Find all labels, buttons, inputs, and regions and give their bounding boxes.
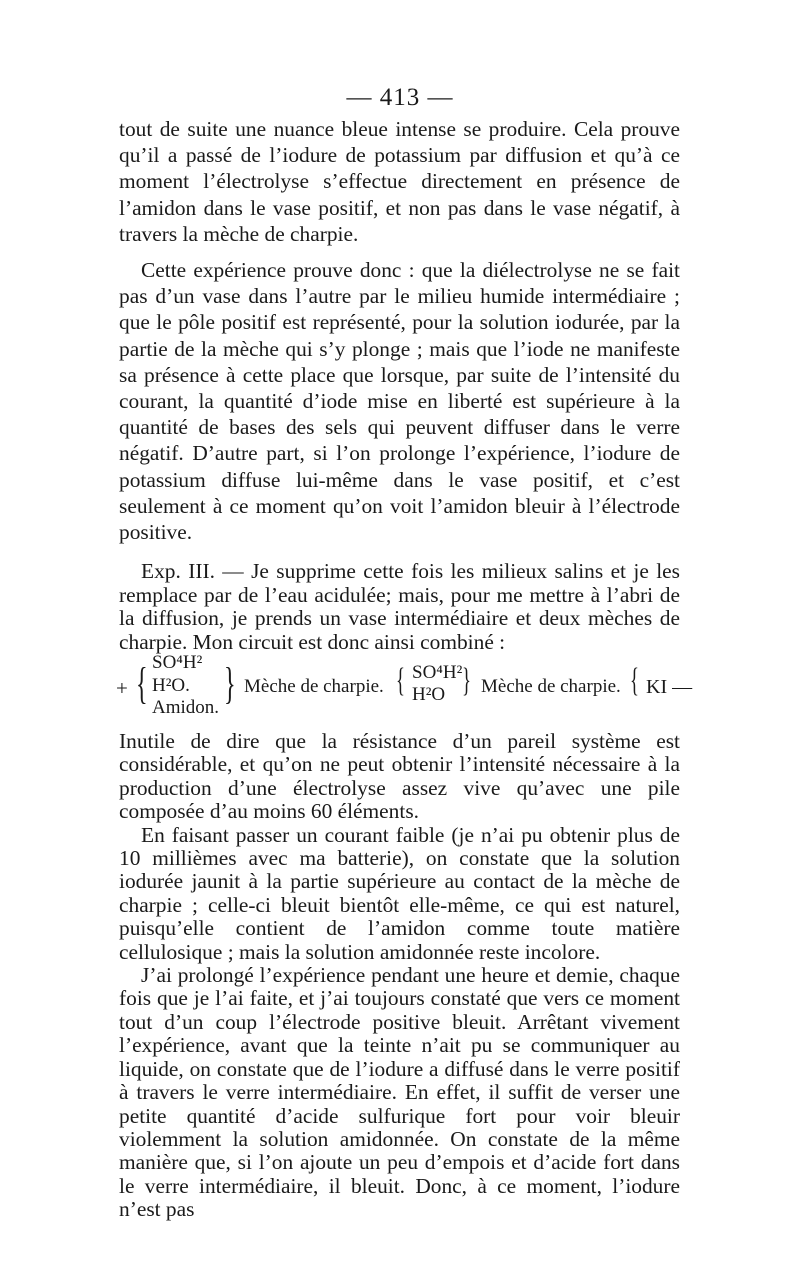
paragraph-exp-3-text: Exp. III. — Je supprime cette fois les milieux salins et je les remplace par de l’eau acidulée; mais, pour me mettre à l’abri de la diffusion, je prends un vase intermédiaire et deux mèches de charpie. Mon circuit est donc ainsi combiné :: [119, 559, 680, 654]
formula-vase2-line2: H²O: [412, 684, 446, 705]
formula-left-brace-1: {: [136, 659, 148, 708]
formula-vase1-line1: SO⁴H²: [152, 652, 203, 673]
formula-brace-3: {: [630, 662, 639, 699]
formula-plus: +: [116, 676, 128, 700]
formula-vase1-line2: H²O.: [152, 675, 190, 696]
paragraph-2: [119, 257, 680, 545]
paragraph-6-text: J’ai prolongé l’expérience pendant une heure et demie, chaque fois que je l’ai faite, et j’ai toujours constaté que vers ce moment tout d’un coup l’électrode positive bleuit. Arrêtant vivement l’expérience, avant que la teinte n’ait pu se communiquer au liquide, on constate que de l’iodure a diffusé dans le verre positif à travers le verre intermédiaire. En effet, il suffit de verser une petite quantité d’acide sulfurique fort pour voir bleuir violemment la solution amidonnée. On constate de la même manière que, si l’on ajoute un peu d’empois et d’acide fort dans le verre intermédiaire, il bleuit. Donc, à ce moment, l’iodure n’est pas: [119, 963, 680, 1222]
formula-right-brace-2: }: [462, 662, 471, 699]
formula-vase1-line3: Amidon.: [152, 697, 220, 718]
circuit-formula: [116, 650, 693, 722]
formula-meche-1: Mèche de charpie.: [244, 676, 384, 697]
formula-left-brace-2: {: [396, 662, 405, 699]
paragraph-5-text: En faisant passer un courant faible (je n’ai pu obtenir plus de 10 millièmes avec ma batterie), on constate que la solution iodurée jaunit à la partie supérieure au contact de la mèche de charpie ; celle-ci bleuit bientôt elle-même, ce qui est naturel, puisqu’elle contient de l’amidon comme toute matière cellulosique ; mais la solution amidonnée reste incolore.: [119, 822, 680, 964]
formula-end: KI —: [646, 676, 693, 698]
paragraph-4-text: Inutile de dire que la résistance d’un pareil système est considérable, et qu’on ne peut obtenir l’intensité nécessaire à la production d’une électrolyse assez vive qu’avec une pile composée d’au moins 60 éléments.: [119, 729, 680, 824]
formula-meche-2: Mèche de charpie.: [481, 676, 621, 697]
paragraph-2-text: Cette expérience prouve donc : que la diélectrolyse ne se fait pas d’un vase dans l’autre par le milieu humide intermédiaire ; que le pôle positif est représenté, pour la solution iodurée, par la partie de la mèche qui s’y plonge ; mais que l’iode ne manifeste sa présence à cette place que lorsque, par suite de l’intensité du courant, la quantité d’iode mise en liberté est supérieure à la quantité de bases des sels qui peuvent diffuser dans le verre négatif. D’autre part, si l’on prolonge l’expérience, l’iodure de potassium diffuse lui-même dans le vase positif, et c’est seulement à ce moment qu’on voit l’amidon bleuir à l’électrode positive.: [119, 258, 680, 545]
paragraphs-body: [119, 730, 680, 1222]
formula-vase2-line1: SO⁴H²: [412, 662, 463, 683]
paragraph-exp-3: [119, 560, 680, 654]
paragraph-1-text: tout de suite une nuance bleue intense se produire. Cela prouve qu’il a passé de l’iodure de potassium par diffusion et qu’à ce moment l’électrolyse s’effectue directement en présence de l’amidon dans le vase positif, et non pas dans le vase négatif, à travers la mèche de charpie.: [119, 117, 680, 246]
page-number: — 413 —: [346, 84, 454, 111]
paragraph-1: [119, 116, 680, 247]
formula-right-brace-1: }: [224, 659, 236, 708]
